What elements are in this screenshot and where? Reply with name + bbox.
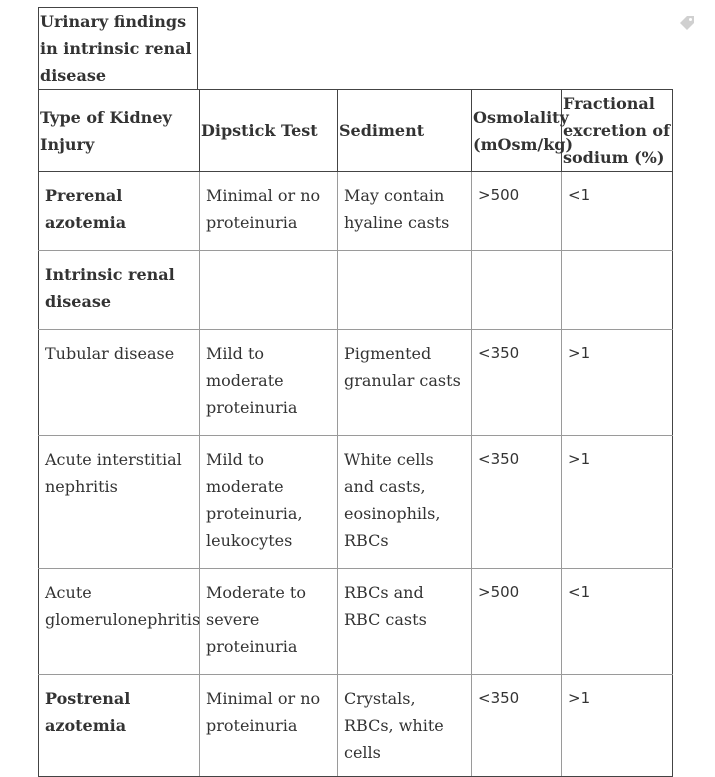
cell-dipstick: Mild to moderate proteinuria, leukocytes [200, 436, 338, 569]
table-row [39, 251, 673, 330]
table-caption: Urinary findings in intrinsic renal disease [38, 7, 198, 89]
cell-osmolality: <350 [472, 675, 562, 777]
cell-dipstick: Moderate to severe proteinuria [200, 569, 338, 675]
cell-fena: >1 [562, 330, 673, 436]
tag-icon[interactable] [679, 15, 695, 31]
cell-sediment: May contain hyaline casts [338, 172, 472, 251]
cell-type: Intrinsic renal disease [39, 251, 200, 330]
cell-fena: <1 [562, 569, 673, 675]
header-fena: Fractional excretion of sodium (%) [562, 90, 673, 172]
cell-type: Prerenal azotemia [39, 172, 200, 251]
cell-dipstick [200, 251, 338, 330]
table-row [39, 569, 673, 675]
header-sediment: Sediment [338, 90, 472, 172]
cell-sediment [338, 251, 472, 330]
cell-dipstick: Mild to moderate proteinuria [200, 330, 338, 436]
urinary-findings-table [38, 89, 673, 777]
cell-dipstick: Minimal or no proteinuria [200, 172, 338, 251]
cell-fena: >1 [562, 436, 673, 569]
cell-type: Acute interstitial nephritis [39, 436, 200, 569]
header-type: Type of Kidney Injury [39, 90, 200, 172]
table-row [39, 675, 673, 777]
cell-dipstick: Minimal or no proteinuria [200, 675, 338, 777]
cell-type: Postrenal azotemia [39, 675, 200, 777]
header-dipstick: Dipstick Test [200, 90, 338, 172]
header-row [39, 90, 673, 172]
cell-osmolality: <350 [472, 330, 562, 436]
cell-sediment: White cells and casts, eosinophils, RBCs [338, 436, 472, 569]
cell-sediment: Pigmented granular casts [338, 330, 472, 436]
cell-osmolality: >500 [472, 569, 562, 675]
cell-fena: >1 [562, 675, 673, 777]
header-osmolality: Osmolality (mOsm/kg) [472, 90, 562, 172]
cell-osmolality: >500 [472, 172, 562, 251]
cell-sediment: Crystals, RBCs, white cells [338, 675, 472, 777]
table-row [39, 436, 673, 569]
cell-fena [562, 251, 673, 330]
table-row [39, 172, 673, 251]
table-row [39, 330, 673, 436]
cell-type: Tubular disease [39, 330, 200, 436]
cell-sediment: RBCs and RBC casts [338, 569, 472, 675]
cell-osmolality: <350 [472, 436, 562, 569]
cell-fena: <1 [562, 172, 673, 251]
cell-osmolality [472, 251, 562, 330]
cell-type: Acute glomerulonephritis [39, 569, 200, 675]
